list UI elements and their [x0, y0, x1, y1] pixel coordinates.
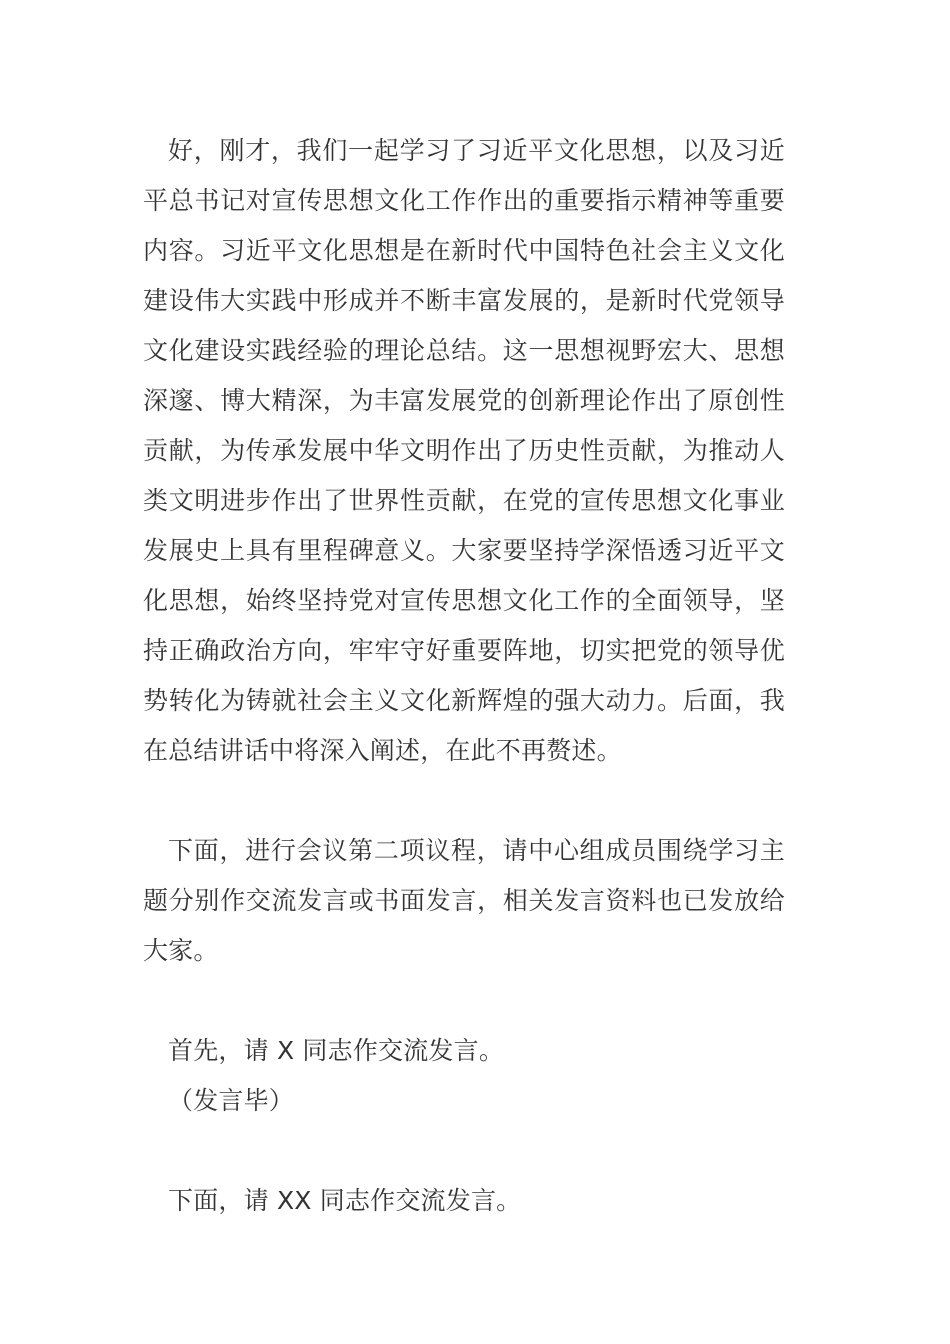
paragraph-first-speaker: 首先，请 X 同志作交流发言。 — [168, 1036, 505, 1065]
paragraph-next-speaker: 下面，请 XX 同志作交流发言。 — [168, 1186, 522, 1215]
paragraph-second-agenda: 下面，进行会议第二项议程，请中心组成员围绕学习主题分别作交流发言或书面发言，相关发言资料也已发放给大家。 — [143, 836, 785, 965]
paragraph-spacer — [143, 1126, 785, 1176]
paragraph-summary: 好，刚才，我们一起学习了习近平文化思想，以及习近平总书记对宣传思想文化工作作出的重要指示精神等重要内容。习近平文化思想是在新时代中国特色社会主义文化建设伟大实践中形成并不断丰富发展的，是新时代党领导文化建设实践经验的理论总结。这一思想视野宏大、思想深邃、博大精深，为丰富发展党的创新理论作出了原创性贡献，为传承发展中华文明作出了历史性贡献，为推动人类文明进步作出了世界性贡献，在党的宣传思想文化事业发展史上具有里程碑意义。大家要坚持学深悟透习近平文化思想，始终坚持党对宣传思想文化工作的全面领导，坚持正确政治方向，牢牢守好重要阵地，切实把党的领导优势转化为铸就社会主义文化新辉煌的强大动力。后面，我在总结讲话中将深入阐述，在此不再赘述。 — [143, 136, 785, 765]
document-body — [143, 126, 785, 1226]
paragraph-speech-finished: （发言毕） — [168, 1086, 295, 1115]
paragraph-spacer — [143, 776, 785, 826]
paragraph-spacer — [143, 976, 785, 1026]
